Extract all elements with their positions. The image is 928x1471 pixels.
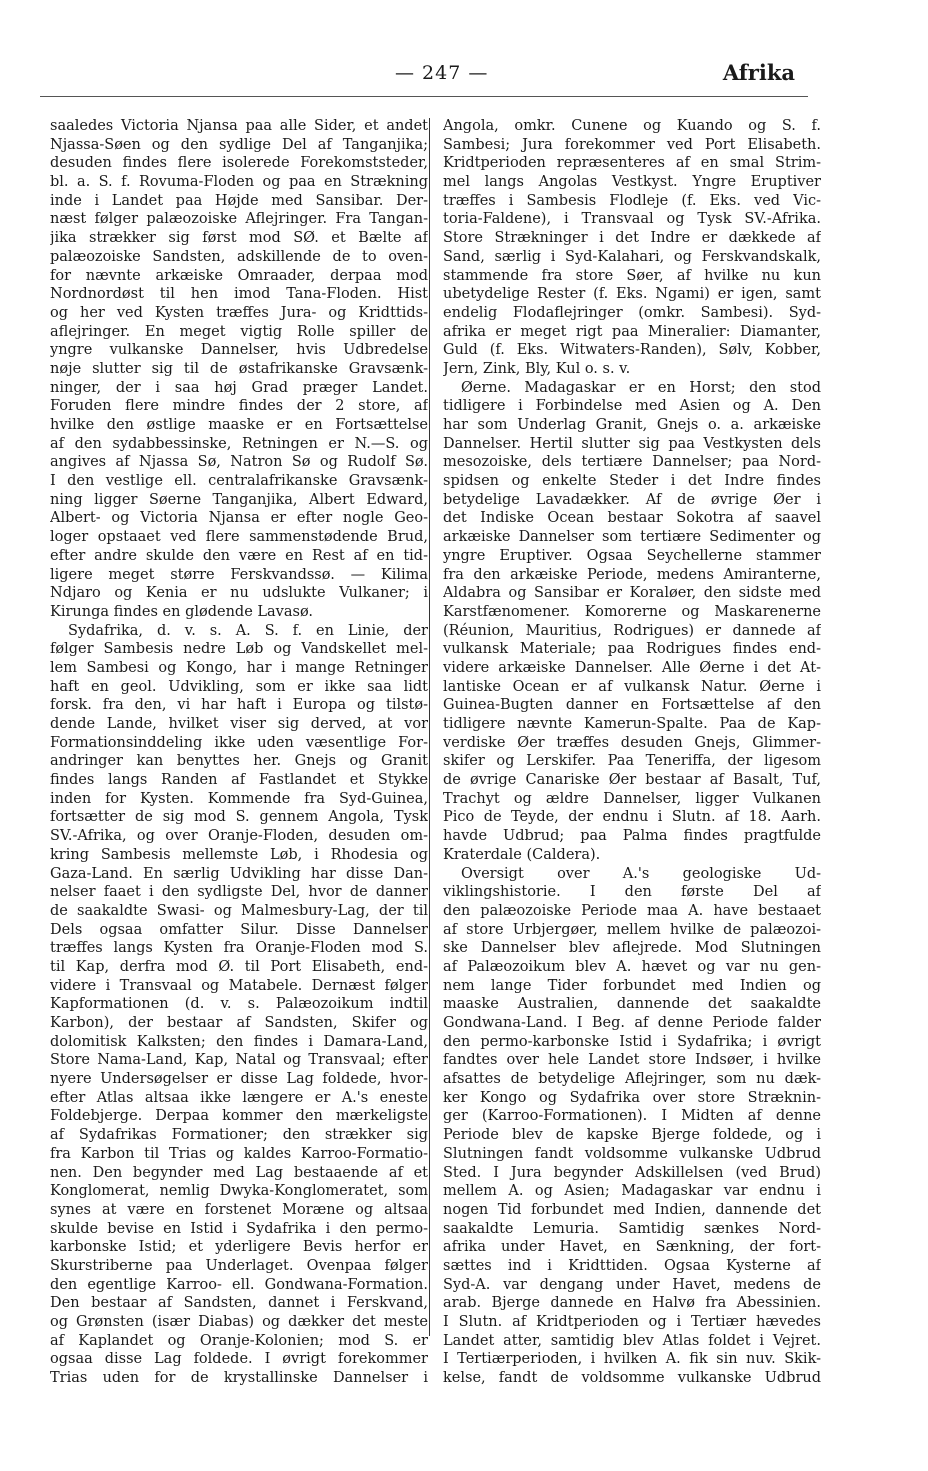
text-line: lantiske Ocean er af vulkansk Natur. Øerne i <box>443 678 821 695</box>
text-line: haft en geol. Udvikling, som er ikke saa lidt <box>50 678 428 695</box>
text-line: inde i Landet paa Højde med Sansibar. Der- <box>50 192 428 209</box>
text-line: de øvrige Canariske Øer bestaar af Basalt, Tuf, <box>443 772 821 789</box>
text-line: Sted. I Jura begynder Adskillelsen (ved Brud) <box>443 1164 821 1181</box>
text-line: Store Strækninger i det Indre er dækkede af <box>443 230 821 247</box>
text-line: sættes ind i Kridttiden. Ogsaa Kysterne af <box>443 1257 821 1274</box>
text-line: I Slutn. af Kridtperioden og i Tertiær hævedes <box>443 1314 821 1330</box>
text-line: vulkansk Materiale; paa Rodrigues findes end- <box>443 641 821 658</box>
text-line: Konglomerat, nemlig Dwyka-Konglomeratet, som <box>50 1183 428 1200</box>
text-line: spidsen og enkelte Steder i det Indre findes <box>443 473 821 490</box>
text-line: Skurstriberne paa Underlaget. Ovenpaa følger <box>50 1257 428 1274</box>
text-line: afrika er meget rigt paa Mineralier: Diamanter, <box>443 323 821 340</box>
text-line: Kirunga findes en glødende Lavasø. <box>50 603 314 620</box>
text-line: ligere meget større Ferskvandssø. — Kilima <box>50 566 428 583</box>
text-line: af store Urbjergøer, mellem hvilke de palæozoi- <box>443 921 821 938</box>
text-line: Oversigt over A.'s geologiske Ud- <box>461 865 821 882</box>
text-line: Store Nama-Land, Kap, Natal og Transvaal; efter <box>50 1052 428 1069</box>
text-line: mel langs Angolas Vestkyst. Yngre Eruptiver <box>443 174 821 191</box>
text-line: Kraterdale (Caldera). <box>443 846 601 863</box>
text-line: (Réunion, Mauritius, Rodrigues) er dannede af <box>443 622 821 639</box>
text-line: ger (Karroo-Formationen). I Midten af denne <box>443 1108 821 1125</box>
text-line: forsk. fra den, vi har haft i Europa og tilstø- <box>50 697 428 714</box>
text-line: verdiske Øer træffes desuden Gnejs, Glimmer- <box>443 734 821 751</box>
right-column <box>443 117 821 1388</box>
text-line: afrika under Havet, en Sænkning, der fort- <box>443 1239 821 1256</box>
header-rule <box>40 96 808 97</box>
text-line: efter Atlas altsaa ikke længere er A.'s eneste <box>50 1089 428 1106</box>
text-line: Foruden flere mindre findes der 2 store, af <box>50 398 428 415</box>
text-line: Øerne. Madagaskar er en Horst; den stod <box>461 379 821 396</box>
text-line: yngre vulkanske Dannelser, hvis Udbredelse <box>50 342 428 359</box>
text-line: kelse, fandt de voldsomme vulkanske Udbrud <box>443 1370 821 1387</box>
text-line: af Palæozoikum blev A. hævet og var nu gen- <box>443 958 821 975</box>
text-line: Gondwana-Land. I Beg. af denne Periode falder <box>443 1015 821 1031</box>
text-line: findes langs Randen af Fastlandet et Stykke <box>50 772 428 789</box>
text-line: fra Karbon til Trias og kaldes Karroo-Formatio- <box>50 1145 428 1162</box>
text-line: Albert- og Victoria Njansa er efter nogle Geo- <box>50 510 428 527</box>
text-line: videre i Transvaal og Matabele. Dernæst følger <box>50 977 428 994</box>
text-line: fra den arkæiske Periode, medens Amiranterne, <box>443 566 821 583</box>
running-title: Afrika <box>722 60 795 85</box>
text-line: ning ligger Søerne Tanganjika, Albert Edward, <box>50 491 428 508</box>
text-line: karbonske Istid; et yderligere Bevis herfor er <box>50 1239 428 1256</box>
page-number: — 247 — <box>395 62 489 84</box>
text-line: Jern, Zink, Bly, Kul o. s. v. <box>443 360 631 377</box>
text-line: havde Udbrud; paa Palma findes pragtfulde <box>443 828 821 845</box>
text-line: saaledes Victoria Njansa paa alle Sider, et andet <box>50 118 428 134</box>
text-line: I Tertiærperioden, i hvilken A. fik sin nuv. Skik- <box>443 1351 821 1368</box>
text-line: arab. Bjerge dannede en Halvø fra Abessinien. <box>443 1295 821 1312</box>
text-line: betydelige Lavadækker. Af de øvrige Øer i <box>443 491 821 508</box>
text-line: Pico de Teyde, der endnu i Slutn. af 18. Aarh. <box>443 809 821 826</box>
text-line: dolomitisk Kalksten; den findes i Damara-Land, <box>50 1033 428 1050</box>
text-line: saakaldte Lemuria. Samtidig sænkes Nord- <box>443 1220 821 1237</box>
text-line: dende Lande, hvilket viser sig derved, at vor <box>50 716 428 732</box>
text-line: hvilke den østlige maaske er en Fortsættelse <box>50 417 428 433</box>
text-line: Njassa-Søen og den sydlige Del af Tanganjika; <box>50 136 428 153</box>
text-line: Periode blev de kapske Bjerge foldede, og i <box>443 1127 821 1144</box>
text-line: følger Sambesis nedre Løb og Vandskellet mel- <box>50 641 428 658</box>
text-line: maaske Australien, dannende det saakaldte <box>443 996 821 1013</box>
text-line: Sambesi; Jura forekommer ved Port Elisabeth. <box>443 136 821 153</box>
text-line: har som Underlag Granit, Gnejs o. a. arkæiske <box>443 417 821 433</box>
text-line: for nævnte arkæiske Omraader, derpaa mod <box>50 267 428 284</box>
text-line: den palæozoiske Periode maa A. have bestaaet <box>443 902 821 919</box>
text-line: lem Sambesi og Kongo, har i mange Retninger <box>50 659 428 676</box>
text-line: træffes langs Kysten fra Oranje-Floden mod S. <box>50 940 428 957</box>
text-line: stammende fra store Søer, af hvilke nu kun <box>443 267 821 284</box>
page-header <box>40 58 795 94</box>
text-line: I den vestlige ell. centralafrikanske Gravsænk- <box>50 473 428 490</box>
text-line: mesozoiske, dels tertiære Dannelser; paa Nord- <box>443 454 821 471</box>
text-line: skifer og Lerskifer. Paa Teneriffa, der ligesom <box>443 753 821 770</box>
text-line: Sydafrika, d. v. s. A. S. f. en Linie, der <box>68 622 428 639</box>
text-line: Dannelser. Hertil slutter sig paa Vestkysten dels <box>443 435 821 452</box>
text-line: Angola, omkr. Cunene og Kuando og S. f. <box>443 118 821 134</box>
text-line: bl. a. S. f. Rovuma-Floden og paa en Strækning <box>50 174 428 191</box>
text-line: Gaza-Land. En særlig Udvikling har disse Dan- <box>50 865 428 882</box>
text-line: nogen Tid forbundet med Indien, dannende det <box>443 1201 821 1218</box>
text-line: ske Dannelser blev aflejrede. Mod Slutningen <box>443 940 821 957</box>
text-line: angives af Njassa Sø, Natron Sø og Rudolf Sø. <box>50 454 428 471</box>
text-line: mellem A. og Asien; Madagaskar var endnu i <box>443 1183 821 1200</box>
text-line: nem lange Tider forbundet med Indien og <box>443 977 821 994</box>
text-line: ninger, der i saa høj Grad præger Landet. <box>50 379 428 396</box>
text-line: af den sydabbessinske, Retningen er N.—S. og <box>50 435 428 452</box>
text-line: videre arkæiske Dannelser. Alle Øerne i det At- <box>443 659 821 676</box>
text-line: nelser faaet i den sydligste Del, hvor de danner <box>50 884 428 901</box>
text-line: tidligere i Forbindelse med Asien og A. Den <box>443 398 821 415</box>
text-line: Den bestaar af Sandsten, dannet i Ferskvand, <box>50 1295 428 1312</box>
text-line: Trias uden for de krystallinske Dannelser i <box>50 1370 428 1387</box>
text-line: Landet atter, samtidig blev Atlas foldet i Vejret. <box>443 1332 821 1349</box>
text-line: fortsætter de sig mod S. gennem Angola, Tysk <box>50 809 428 826</box>
text-line: det Indiske Ocean bestaar Sokotra af saavel <box>443 510 821 527</box>
text-line: Guld (f. Eks. Witwaters-Randen), Sølv, Kobber, <box>443 342 821 359</box>
text-line: palæozoiske Sandsten, adskillende de to oven- <box>50 248 428 265</box>
text-line: nøje slutter sig til de østafrikanske Gravsænk- <box>50 360 428 377</box>
text-line: viklingshistorie. I den første Del af <box>443 884 821 901</box>
text-line: de saakaldte Swasi- og Malmesbury-Lag, der til <box>50 902 428 919</box>
text-line: tidligere nævnte Kamerun-Spalte. Paa de Kap- <box>443 716 821 732</box>
text-line: næst følger palæozoiske Aflejringer. Fra Tangan- <box>50 211 428 228</box>
column-divider <box>429 118 430 1336</box>
text-line: synes at være en forstenet Moræne og altsaa <box>50 1201 428 1218</box>
text-line: ker Kongo og Sydafrika over store Stræknin- <box>443 1089 821 1106</box>
text-line: arkæiske Dannelser som tertiære Sedimenter og <box>443 529 821 546</box>
text-line: afsattes de betydelige Aflejringer, som nu dæk- <box>443 1071 821 1088</box>
text-line: yngre Eruptiver. Ogsaa Seychellerne stammer <box>443 547 821 564</box>
text-line: Trachyt og ældre Dannelser, ligger Vulkanen <box>443 790 821 807</box>
text-line: ubetydelige Rester (f. Eks. Ngami) er igen, samt <box>443 286 821 303</box>
text-line: Aldabra og Sansibar er Koraløer, den sidste med <box>443 585 821 602</box>
text-line: af Sydafrikas Formationer; den strækker sig <box>50 1127 428 1144</box>
text-line: Kridtperioden repræsenteres af en smal Strim- <box>443 155 821 172</box>
text-line: og her ved Kysten træffes Jura- og Kridttids- <box>50 304 428 321</box>
text-line: desuden findes flere isolerede Forekomststeder, <box>50 155 428 172</box>
text-line: Kapformationen (d. v. s. Palæozoikum indtil <box>50 996 428 1013</box>
text-line: træffes i Sambesis Flodleje (f. Eks. ved Vic- <box>443 192 821 209</box>
text-line: den egentlige Karroo- ell. Gondwana-Formation. <box>50 1276 428 1293</box>
text-line: Foldebjerge. Derpaa kommer den mærkeligste <box>50 1108 428 1125</box>
text-line: fandtes over hele Landet store Indsøer, i hvilke <box>443 1052 821 1069</box>
text-line: til Kap, derfra mod Ø. til Port Elisabeth, end- <box>50 958 428 975</box>
text-line: Formationsinddeling ikke uden væsentlige For- <box>50 734 428 751</box>
text-line: skulde bevise en Istid i Sydafrika i den permo- <box>50 1220 428 1237</box>
text-line: inden for Kysten. Kommende fra Syd-Guinea, <box>50 790 428 807</box>
left-column <box>50 117 428 1388</box>
text-line: Karbon), der bestaar af Sandsten, Skifer og <box>50 1015 428 1031</box>
text-line: endelig Flodaflejringer (omkr. Sambesi). Syd- <box>443 304 821 321</box>
text-line: Slutningen fandt voldsomme vulkanske Udbrud <box>443 1145 821 1162</box>
text-line: Syd-A. var dengang under Havet, medens de <box>443 1276 821 1293</box>
text-line: Sand, særlig i Syd-Kalahari, og Ferskvandskalk, <box>443 248 821 265</box>
text-line: jika strækker sig først mod SØ. et Bælte af <box>50 230 428 247</box>
text-line: Nordnordøst til hen imod Tana-Floden. Hist <box>50 286 428 303</box>
text-line: nen. Den begynder med Lag bestaaende af et <box>50 1164 428 1181</box>
text-line: ogsaa disse Lag foldede. I øvrigt forekommer <box>50 1351 428 1368</box>
text-line: Guinea-Bugten danner en Fortsættelse af den <box>443 697 821 714</box>
text-line: Ndjaro og Kenia er nu udslukte Vulkaner; i <box>50 585 428 602</box>
text-line: efter andre skulde den være en Rest af en tid- <box>50 547 428 564</box>
text-line: af Kaplandet og Oranje-Kolonien; mod S. er <box>50 1332 428 1349</box>
text-line: kring Sambesis mellemste Løb, i Rhodesia og <box>50 846 428 863</box>
text-line: den permo-karbonske Istid i Sydafrika; i øvrigt <box>443 1033 821 1050</box>
text-line: andringer kan benyttes her. Gnejs og Granit <box>50 753 428 770</box>
text-line: Dels ogsaa omfatter Silur. Disse Dannelser <box>50 921 428 938</box>
text-line: SV.-Afrika, og over Oranje-Floden, desuden om- <box>50 828 428 845</box>
text-line: nyere Undersøgelser er disse Lag foldede, hvor- <box>50 1071 428 1088</box>
text-line: aflejringer. En meget vigtig Rolle spiller de <box>50 323 428 340</box>
text-line: Karstfænomener. Komorerne og Maskarenerne <box>443 603 821 620</box>
text-line: loger opstaaet ved flere sammenstødende Brud, <box>50 529 428 546</box>
text-line: og Grønsten (især Diabas) og dækker det meste <box>50 1314 428 1330</box>
text-line: toria-Faldene), i Transvaal og Tysk SV.-Afrika. <box>443 211 821 228</box>
